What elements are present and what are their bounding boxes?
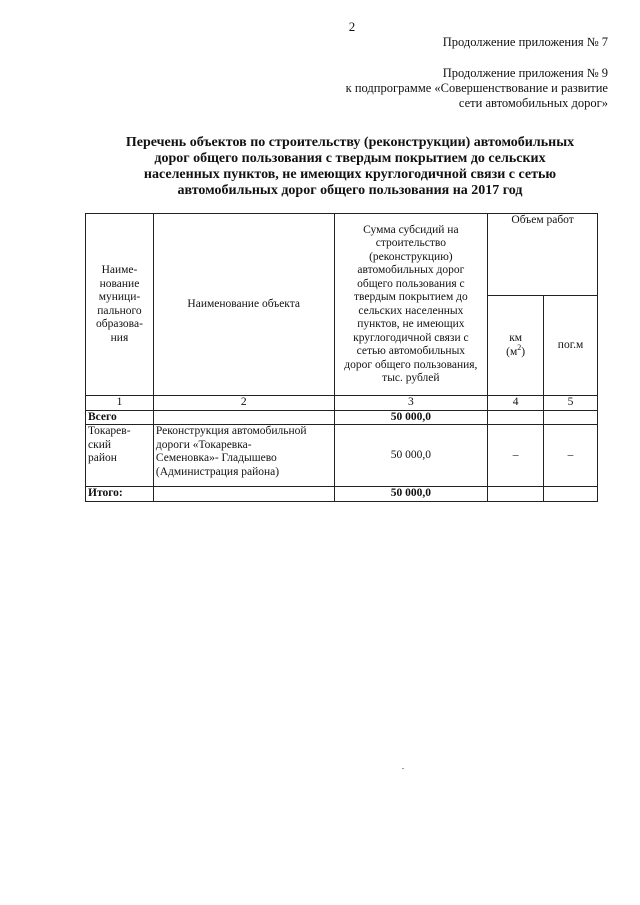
column-number: 3 — [334, 396, 488, 411]
annex-subprogram-line1: к подпрограмме «Совершенствование и развитие — [345, 81, 608, 95]
header-km: км $(м^2)$ — [488, 296, 544, 396]
objects-table — [85, 213, 598, 502]
document-title — [90, 135, 610, 199]
total-sum: 50 000,0 — [334, 410, 488, 425]
title-line-3: населенных пунктов, не имеющих круглогодичной связи с сетью — [143, 167, 557, 182]
table-row — [86, 425, 598, 487]
row-sum: 50 000,0 — [334, 425, 488, 487]
annex-subprogram-line2: сети автомобильных дорог» — [458, 96, 608, 110]
annex-continuation-7: Продолжение приложения № 7 — [442, 35, 608, 49]
row-pogm: – — [544, 425, 598, 487]
annex-continuation-9: Продолжение приложения № 9 — [442, 66, 608, 80]
itogo-row — [86, 487, 598, 502]
header-row-1 — [86, 214, 598, 296]
row-object-name: Реконструкция автомобильной дороги «Токаревка- Семеновка»- Гладышево (Администрация района) — [153, 425, 334, 487]
column-number-row — [86, 396, 598, 411]
total-label: Всего — [86, 410, 154, 425]
column-number: 1 — [86, 396, 154, 411]
scan-speck — [402, 768, 404, 769]
itogo-label: Итого: — [86, 487, 154, 502]
title-line-4: автомобильных дорог общего пользования на 2017 год — [177, 183, 523, 198]
column-number: 5 — [544, 396, 598, 411]
total-row — [86, 410, 598, 425]
column-number: 2 — [153, 396, 334, 411]
itogo-sum: 50 000,0 — [334, 487, 488, 502]
row-municipality: Токарев- ский район — [86, 425, 154, 487]
page-number: 2 — [348, 19, 356, 34]
header-work-volume: Объем работ — [488, 214, 598, 296]
title-line-2: дорог общего пользования с твердым покрытием до сельских — [154, 151, 546, 166]
row-km: – — [488, 425, 544, 487]
column-number: 4 — [488, 396, 544, 411]
header-pogm: пог.м — [544, 296, 598, 396]
annex-block — [346, 66, 608, 111]
title-line-1: Перечень объектов по строительству (реконструкции) автомобильных — [125, 135, 575, 150]
header-object-name: Наименование объекта — [153, 214, 334, 396]
header-subsidy-sum: Сумма субсидий на строительство (реконструкцию) автомобильных дорог общего пользования с твердым покрытием до сельских населенных пунктов, не имеющих круглогодичной связи с сетью автомобильных дорог общего пользования, тыс. рублей — [334, 214, 488, 396]
header-municipality: Наиме- нование муници- пального образова- ния — [86, 214, 154, 396]
